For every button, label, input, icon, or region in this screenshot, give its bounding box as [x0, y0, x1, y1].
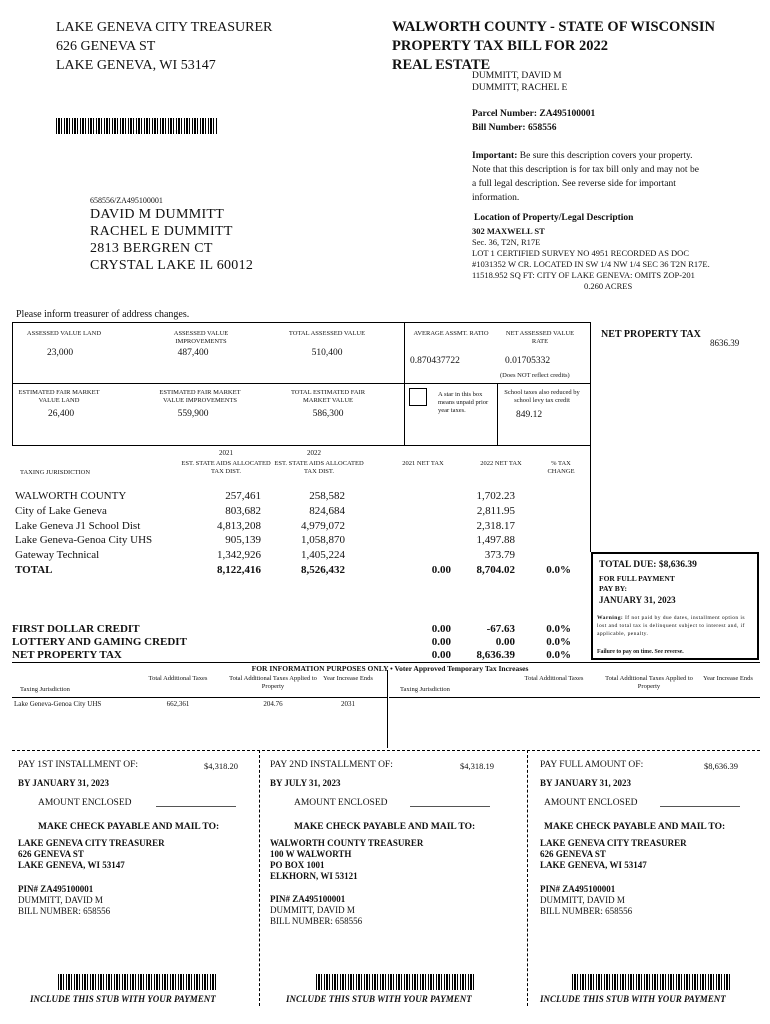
- row-aids-2022: 1,058,870: [301, 534, 345, 547]
- stub-include-note: INCLUDE THIS STUB WITH YOUR PAYMENT: [540, 994, 726, 1004]
- stub-barcode: [572, 974, 730, 990]
- fair-market-improvements-label: ESTIMATED FAIR MARKET VALUE IMPROVEMENTS: [159, 389, 241, 404]
- amount-enclosed-field[interactable]: [660, 798, 740, 807]
- row-aids-2022: 4,979,072: [301, 519, 345, 532]
- credit-change: 0.0%: [546, 649, 571, 661]
- row-jurisdiction: City of Lake Geneva: [15, 504, 107, 517]
- row-net-2022: 2,318.17: [476, 519, 515, 532]
- address-line: WALWORTH COUNTY TREASURER: [270, 838, 424, 848]
- assessed-land-label: ASSESSED VALUE LAND: [26, 330, 102, 337]
- legal-line: 0.260 ACRES: [584, 281, 633, 291]
- box-border: [12, 322, 590, 323]
- stub-due-date: BY JANUARY 31, 2023: [540, 778, 632, 788]
- stub-mail-address: [540, 838, 687, 871]
- stub-pin: PIN# ZA495100001: [540, 884, 616, 894]
- row-aids-2021: 257,461: [225, 490, 261, 502]
- owner-names: [472, 70, 567, 94]
- ref-row-total: 662,361: [166, 700, 190, 708]
- stub-include-note: INCLUDE THIS STUB WITH YOUR PAYMENT: [30, 994, 216, 1004]
- credit-change: 0.0%: [546, 623, 571, 635]
- title-line: PROPERTY TAX BILL FOR 2022: [392, 38, 608, 54]
- amount-enclosed-field[interactable]: [410, 798, 490, 807]
- tear-line: [259, 750, 260, 1006]
- treasurer-line: LAKE GENEVA, WI 53147: [56, 58, 216, 73]
- table-row: [15, 504, 575, 519]
- address-line: ELKHORN, WI 53121: [270, 871, 358, 881]
- total-due-label: TOTAL DUE: $8,636.39: [599, 560, 697, 570]
- stub-barcode: [316, 974, 474, 990]
- warning-text: [597, 614, 755, 638]
- fair-market-improvements-value: 559,900: [177, 409, 209, 419]
- col-net-2021: 2021 NET TAX: [402, 460, 444, 467]
- credit-net-2021: 0.00: [431, 623, 451, 635]
- stub-owner: DUMMITT, DAVID M: [540, 895, 625, 905]
- tear-line: [527, 750, 528, 1006]
- row-aids-2022: 1,405,224: [301, 549, 345, 562]
- mailing-line: 2813 BERGREN CT: [90, 241, 213, 256]
- col-aids-2022: EST. STATE AIDS ALLOCATED TAX DIST.: [274, 460, 364, 475]
- row-aids-2021: 803,682: [225, 504, 261, 517]
- row-aids-2022: 258,582: [309, 490, 345, 502]
- treasurer-line: LAKE GENEVA CITY TREASURER: [56, 20, 273, 35]
- referenda-title: FOR INFORMATION PURPOSES ONLY • Voter Approved Temporary Tax Increases: [251, 664, 529, 673]
- table-row: [15, 533, 575, 548]
- legal-line: #1031352 W CR. LOCATED IN SW 1/4 NW 1/4 SEC 36 T2N R17E.: [472, 259, 710, 269]
- total-assessed-value: 510,400: [311, 348, 343, 358]
- assessment-ratio-label: AVERAGE ASSMT. RATIO: [413, 330, 489, 337]
- total-change: 0.0%: [546, 563, 571, 576]
- box-border: [12, 322, 13, 445]
- legal-description: [472, 226, 762, 292]
- divider: [387, 670, 388, 748]
- row-net-2022: 1,497.88: [476, 534, 515, 547]
- pay-by-date: JANUARY 31, 2023: [599, 595, 676, 605]
- mailing-line: CRYSTAL LAKE IL 60012: [90, 258, 254, 273]
- net-property-tax-value: 8636.39: [710, 338, 740, 348]
- credit-label: FIRST DOLLAR CREDIT: [12, 623, 140, 635]
- barcode: [56, 118, 218, 134]
- ref-juris-header-right: Taxing Jurisdiction: [400, 686, 450, 693]
- credit-change: 0.0%: [546, 636, 571, 648]
- stub-payable-label: MAKE CHECK PAYABLE AND MAIL TO:: [38, 822, 220, 832]
- stub-amount: $4,318.20: [204, 761, 238, 771]
- col-year-2022: 2022: [307, 449, 321, 457]
- row-aids-2021: 905,139: [225, 534, 261, 547]
- bill-number: Bill Number: 658556: [472, 123, 557, 133]
- total-net-2021: 0.00: [431, 563, 451, 576]
- payment-stub-full: [540, 760, 762, 1015]
- ref-year-header-right: Year Increase Ends: [703, 675, 753, 682]
- credit-row: [12, 636, 572, 649]
- col-year-2021: 2021: [219, 449, 233, 457]
- row-net-2022: 1,702.23: [476, 490, 515, 502]
- full-payment-label: FOR FULL PAYMENT: [599, 574, 675, 583]
- stub-amount-enclosed-label: AMOUNT ENCLOSED: [38, 798, 132, 808]
- stub-account-info: [270, 894, 362, 927]
- ref-juris-header: Taxing Jurisdiction: [20, 686, 70, 693]
- important-note: [472, 149, 702, 205]
- stub-amount: $8,636.39: [704, 761, 738, 771]
- mailing-line: RACHEL E DUMMITT: [90, 224, 233, 239]
- divider: [389, 697, 760, 698]
- stub-pay-label: PAY FULL AMOUNT OF:: [540, 760, 644, 770]
- address-line: LAKE GENEVA, WI 53147: [18, 860, 125, 870]
- tear-line: [12, 750, 760, 751]
- school-credit-value: 849.12: [516, 410, 543, 420]
- stub-mail-address: [18, 838, 165, 871]
- stub-pin: PIN# ZA495100001: [18, 884, 94, 894]
- star-box: [409, 388, 427, 406]
- credit-row: [12, 649, 572, 662]
- box-border: [497, 383, 498, 445]
- payment-stub-1st: [18, 760, 254, 1015]
- address-line: 626 GENEVA ST: [18, 849, 84, 859]
- row-net-2022: 2,811.95: [476, 504, 515, 517]
- row-net-2022: 373.79: [484, 549, 515, 562]
- stub-payable-label: MAKE CHECK PAYABLE AND MAIL TO:: [544, 822, 726, 832]
- owner-line: DUMMITT, DAVID M: [472, 71, 562, 81]
- row-aids-2021: 1,342,926: [217, 549, 261, 562]
- stub-pay-label: PAY 2ND INSTALLMENT OF:: [270, 760, 393, 770]
- divider: [12, 662, 760, 663]
- ref-row-juris: Lake Geneva-Genoa City UHS: [14, 700, 102, 708]
- address-line: 626 GENEVA ST: [540, 849, 606, 859]
- school-credit-label: School taxes also reduced by school levy tax credit: [504, 389, 580, 404]
- box-border: [590, 322, 591, 552]
- table-row: [15, 548, 575, 563]
- treasurer-address: [56, 18, 272, 75]
- credit-net-2021: 0.00: [431, 636, 451, 648]
- address-line: LAKE GENEVA, WI 53147: [540, 860, 647, 870]
- credit-label: NET PROPERTY TAX: [12, 649, 122, 661]
- assessment-ratio-value: 0.870437722: [410, 356, 460, 366]
- title-line: WALWORTH COUNTY - STATE OF WISCONSIN: [392, 19, 715, 35]
- ref-applied-header-right: Total Additional Taxes Applied to Property: [605, 675, 693, 690]
- amount-enclosed-field[interactable]: [156, 798, 236, 807]
- ref-total-header: Total Additional Taxes: [148, 675, 208, 682]
- stub-owner: DUMMITT, DAVID M: [270, 905, 355, 915]
- total-row: [15, 563, 575, 578]
- ref-row-year: 2031: [341, 700, 355, 708]
- stub-due-date: BY JULY 31, 2023: [270, 778, 341, 788]
- box-border: [12, 445, 590, 446]
- row-aids-2021: 4,813,208: [217, 519, 261, 532]
- divider: [12, 697, 387, 698]
- warning-body: If not paid by due dates, installment option is lost and total tax is delinquent subject to interest and, if applicable, penalty.: [597, 615, 745, 637]
- stub-account-info: [18, 884, 110, 917]
- net-property-tax-label: NET PROPERTY TAX: [601, 329, 701, 340]
- address-line: LAKE GENEVA CITY TREASURER: [18, 838, 165, 848]
- assessed-improvements-label: ASSESSED VALUE IMPROVEMENTS: [173, 330, 229, 345]
- row-jurisdiction: Lake Geneva-Genoa City UHS: [15, 534, 153, 547]
- mailing-address: [90, 206, 253, 274]
- warning-lead: Warning:: [597, 615, 624, 621]
- ref-applied-header: Total Additional Taxes Applied to Property: [229, 675, 317, 690]
- bill-title: [392, 18, 715, 75]
- stub-account-info: [540, 884, 632, 917]
- stub-amount-enclosed-label: AMOUNT ENCLOSED: [544, 798, 638, 808]
- total-label: TOTAL: [15, 563, 53, 576]
- address-line: LAKE GENEVA CITY TREASURER: [540, 838, 687, 848]
- credit-row: [12, 623, 572, 636]
- owner-line: DUMMITT, RACHEL E: [472, 83, 568, 93]
- total-assessed-label: TOTAL ASSESSED VALUE: [288, 330, 366, 337]
- payment-stub-2nd: [270, 760, 522, 1015]
- address-line: PO BOX 1001: [270, 860, 325, 870]
- net-rate-label: NET ASSESSED VALUE RATE: [505, 330, 575, 345]
- treasurer-line: 626 GENEVA ST: [56, 39, 156, 54]
- total-net-2022: 8,704.02: [476, 563, 515, 576]
- assessed-land-value: 23,000: [46, 348, 74, 358]
- stub-mail-address: [270, 838, 423, 882]
- location-title: Location of Property/Legal Description: [474, 213, 634, 223]
- stub-bill-number: BILL NUMBER: 658556: [18, 906, 111, 916]
- star-box-text: A star in this box means unpaid prior year taxes.: [438, 391, 489, 414]
- total-aids-2021: 8,122,416: [217, 563, 261, 576]
- important-text: Be sure this description covers your property. Note that this description is for tax bill only and may not be a full legal description. See reverse side for important information.: [472, 151, 699, 203]
- credit-net-2022: 0.00: [495, 636, 515, 648]
- ref-year-header: Year Increase Ends: [323, 675, 373, 682]
- total-aids-2022: 8,526,432: [301, 563, 345, 576]
- fair-market-land-label: ESTIMATED FAIR MARKET VALUE LAND: [18, 389, 100, 404]
- col-tax-change: % TAX CHANGE: [547, 460, 575, 475]
- stub-pay-label: PAY 1ST INSTALLMENT OF:: [18, 760, 139, 770]
- legal-line: 11518.952 SQ FT: CITY OF LAKE GENEVA: OMITS ZOP-201: [472, 270, 695, 280]
- col-net-2022: 2022 NET TAX: [480, 460, 522, 467]
- stub-barcode: [58, 974, 216, 990]
- parcel-number: Parcel Number: ZA495100001: [472, 109, 596, 119]
- table-row: [15, 489, 575, 504]
- stub-owner: DUMMITT, DAVID M: [18, 895, 103, 905]
- assessed-improvements-value: 487,400: [177, 348, 209, 358]
- row-jurisdiction: Gateway Technical: [15, 549, 100, 562]
- box-border: [404, 322, 405, 445]
- address-change-notice: Please inform treasurer of address changes.: [16, 309, 190, 320]
- total-fair-market-label: TOTAL ESTIMATED FAIR MARKET VALUE: [290, 389, 366, 404]
- mailing-line: DAVID M DUMMITT: [90, 207, 225, 222]
- stub-due-date: BY JANUARY 31, 2023: [18, 778, 110, 788]
- net-rate-value: 0.01705332: [505, 356, 551, 366]
- stub-amount-enclosed-label: AMOUNT ENCLOSED: [294, 798, 388, 808]
- stub-bill-number: BILL NUMBER: 658556: [270, 916, 363, 926]
- stub-bill-number: BILL NUMBER: 658556: [540, 906, 633, 916]
- stub-amount: $4,318.19: [460, 761, 494, 771]
- stub-pin: PIN# ZA495100001: [270, 894, 346, 904]
- credit-net-2021: 0.00: [431, 649, 451, 661]
- fair-market-land-value: 26,400: [47, 409, 75, 419]
- credit-label: LOTTERY AND GAMING CREDIT: [12, 636, 187, 648]
- legal-line: LOT 1 CERTIFIED SURVEY NO 4951 RECORDED AS DOC: [472, 248, 689, 258]
- table-row: [15, 519, 575, 534]
- mailing-ref: 658556/ZA495100001: [90, 196, 163, 205]
- row-jurisdiction: WALWORTH COUNTY: [15, 490, 127, 502]
- col-jurisdiction: TAXING JURISDICTION: [20, 469, 91, 476]
- legal-line: Sec. 36, T2N, R17E: [472, 237, 541, 247]
- total-fair-market-value: 586,300: [312, 409, 344, 419]
- col-aids-2021: EST. STATE AIDS ALLOCATED TAX DIST.: [181, 460, 271, 475]
- credit-net-2022: -67.63: [486, 623, 515, 635]
- tax-rows: [15, 489, 575, 578]
- credits-note: (Does NOT reflect credits): [500, 372, 570, 379]
- property-address: 302 MAXWELL ST: [472, 226, 545, 236]
- row-aids-2022: 824,684: [309, 504, 345, 517]
- pay-by-label: PAY BY:: [599, 584, 627, 593]
- important-lead: Important:: [472, 151, 518, 161]
- credit-net-2022: 8,636.39: [476, 649, 515, 661]
- ref-row-applied: 204.76: [263, 700, 283, 708]
- credits-rows: [12, 623, 572, 662]
- row-jurisdiction: Lake Geneva J1 School Dist: [15, 519, 141, 532]
- total-due-box: [591, 552, 759, 660]
- box-border: [12, 383, 590, 384]
- failure-note: Failure to pay on time. See reverse.: [597, 649, 684, 655]
- address-line: 100 W WALWORTH: [270, 849, 352, 859]
- stub-payable-label: MAKE CHECK PAYABLE AND MAIL TO:: [294, 822, 476, 832]
- title-line: REAL ESTATE: [392, 57, 491, 73]
- ref-total-header-right: Total Additional Taxes: [524, 675, 584, 682]
- stub-include-note: INCLUDE THIS STUB WITH YOUR PAYMENT: [286, 994, 472, 1004]
